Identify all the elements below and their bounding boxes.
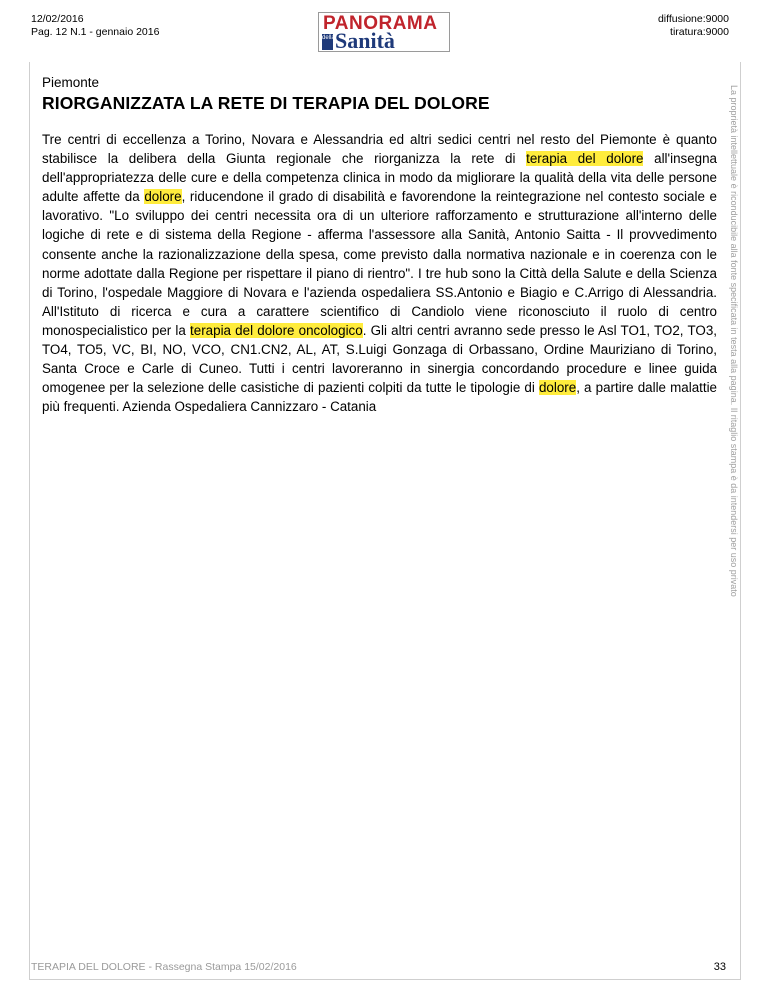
- logo-text-top: PANORAMA: [323, 13, 438, 34]
- highlighted-term: dolore: [144, 189, 182, 205]
- article-section: Piemonte: [42, 75, 100, 90]
- header-tiratura: tiratura:9000: [670, 26, 729, 38]
- highlighted-term: terapia del dolore: [526, 151, 644, 167]
- highlighted-term: terapia del dolore oncologico: [190, 322, 363, 338]
- logo-text-side: della: [322, 34, 333, 50]
- logo-text-bottom: Sanità: [335, 28, 395, 53]
- header-meta-right: [658, 13, 729, 39]
- body-segment: Tre centri di eccellenza a Torino, Novara e Alessandria ed altri sedici centri nel resto del Piemonte è quanto stabilisce la delibera della Giunta regionale che riorganizza la rete di: [42, 132, 717, 167]
- copyright-side-note: La proprietà intellettuale è riconducibile alla fonte specificata in testa alla pagina. Il ritaglio stampa è da intendersi per uso privato: [729, 85, 739, 597]
- article-body: [42, 130, 717, 416]
- body-segment: . Gli altri centri avranno sede presso le Asl TO1, TO2, TO3, TO4, TO5, VC, BI, NO, VCO, CN1.CN2, AL, AT, S.Luigi Gonzaga di Orbassano, Ordine Mauriziano di Torino, Santa Croce e Carle di Cuneo. Tutti i centri lavoreranno in sinergia concordando procedure e linee guida omogenee per la selezione delle casistiche di pazienti colpiti da tutte le tipologie di: [42, 322, 717, 396]
- header-meta-left: [31, 13, 159, 39]
- footer-page-number: 33: [713, 961, 726, 973]
- header-diffusione: diffusione:9000: [657, 13, 729, 25]
- body-segment: all'insegna dell'appropriatezza delle cure e della competenza clinica in modo da migliorare la qualità della vita delle persone adulte affette da: [42, 151, 717, 205]
- publication-logo: [318, 12, 450, 52]
- body-segment: , a partire dalle malattie più frequenti. Azienda Ospedaliera Cannizzaro - Catania: [42, 380, 718, 415]
- body-segment: , riducendone il grado di disabilità e favorendone la reintegrazione nel contesto sociale e lavorativo. "Lo sviluppo dei centri necessita ora di un ulteriore rafforzamento e strutturazione all'interno delle logiche di rete e di sistema della Regione - afferma l'assessore alla Sanità, Antonio Saitta - Il provvedimento consente anche la razionalizzazione della spesa, come previsto dalla normativa nazionale e in coerenza con le norme adottate dalla Regione per rispettare il piano di rientro". I tre hub sono la Città della Salute e della Scienza di Torino, l'ospedale Maggiore di Novara e l'azienda ospedaliera SS.Antonio e Biagio e C.Arrigo di Alessandria. All'Istituto di ricerca e cura a carattere scientifico di Candiolo viene riconosciuto il ruolo di centro monospecialistico per la: [42, 189, 717, 338]
- footer-caption: TERAPIA DEL DOLORE - Rassegna Stampa 15/02/2016: [31, 961, 297, 973]
- article-title: RIORGANIZZATA LA RETE DI TERAPIA DEL DOLORE: [42, 93, 490, 113]
- highlighted-term: dolore: [538, 380, 577, 396]
- header-page-info: Pag. 12 N.1 - gennaio 2016: [31, 26, 160, 38]
- header-date: 12/02/2016: [31, 13, 84, 25]
